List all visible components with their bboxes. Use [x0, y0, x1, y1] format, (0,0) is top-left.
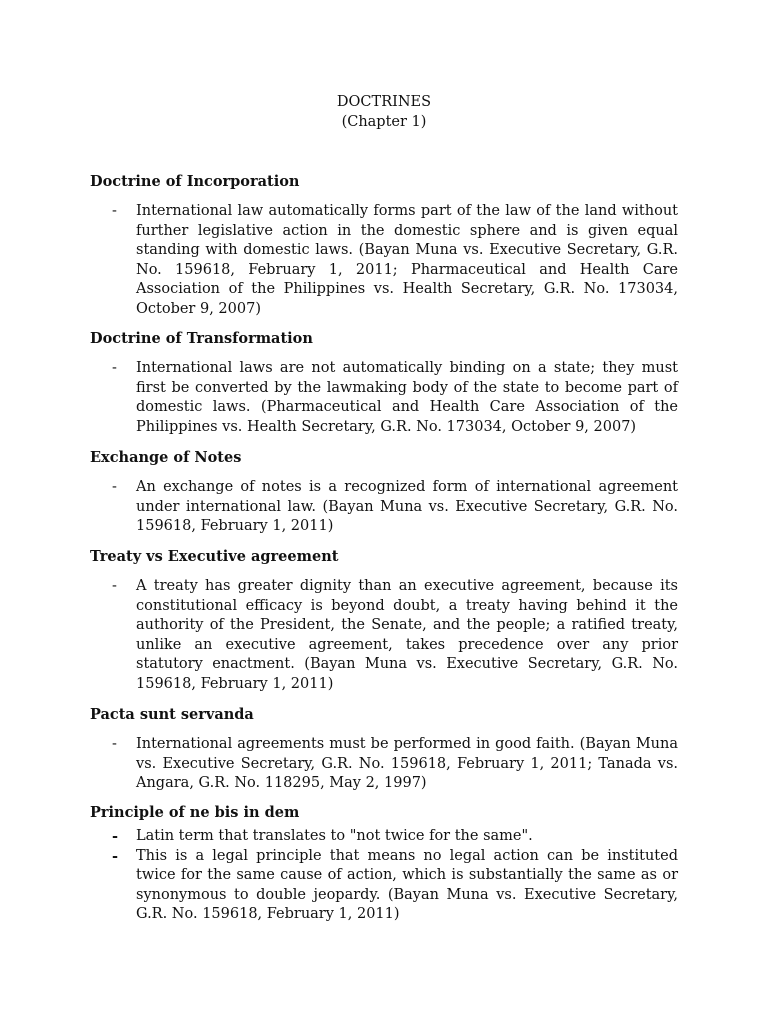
section-ne-bis-in-dem	[90, 803, 678, 925]
list-item	[90, 202, 678, 320]
section-list	[90, 827, 678, 925]
bullet-dash: -	[112, 203, 117, 219]
document-title: DOCTRINES	[336, 94, 432, 110]
list-item	[90, 577, 678, 695]
bullet-dash: -	[112, 828, 119, 845]
section-heading: Principle of ne bis in dem	[90, 804, 300, 821]
list-item	[90, 735, 678, 794]
list-item-text: International laws are not automatically binding on a state; they must first be converted by the lawmaking body of the state to become part of domestic laws. (Pharmaceutical and Health Care Association of the Philippines vs. Health Secretary, G.R. No. 173034, October 9, 2007)	[136, 360, 678, 435]
section-list	[90, 735, 678, 794]
bullet-dash: -	[112, 578, 117, 594]
bullet-dash: -	[112, 360, 117, 376]
section-list	[90, 478, 678, 537]
bullet-dash: -	[112, 736, 117, 752]
section-heading: Pacta sunt servanda	[90, 706, 254, 723]
section-heading: Exchange of Notes	[90, 449, 242, 466]
list-item-text: Latin term that translates to "not twice for the same".	[136, 828, 533, 844]
section-transformation	[90, 329, 678, 437]
section-heading: Doctrine of Incorporation	[90, 173, 300, 190]
list-item-text: A treaty has greater dignity than an executive agreement, because its constitutional efficacy is beyond doubt, a treaty having behind it the authority of the President, the Senate, and the people; a ratified treaty, unlike an executive agreement, takes precedence over any prior statutory enactment. (Bayan Muna vs. Executive Secretary, G.R. No. 159618, February 1, 2011)	[136, 578, 678, 692]
list-item	[90, 478, 678, 537]
bullet-dash: -	[112, 479, 117, 495]
list-item-text: International law automatically forms part of the law of the land without further legislative action in the domestic sphere and is given equal standing with domestic laws. (Bayan Muna vs. Executive Secretary, G.R. No. 159618, February 1, 2011; Pharmaceutical and Health Care Association of the Philippines vs. Health Secretary, G.R. No. 173034, October 9, 2007)	[136, 203, 678, 317]
section-treaty-vs-executive	[90, 547, 678, 695]
list-item-text: An exchange of notes is a recognized form of international agreement under international law. (Bayan Muna vs. Executive Secretary, G.R. No. 159618, February 1, 2011)	[136, 479, 678, 535]
document-subtitle: (Chapter 1)	[341, 114, 427, 130]
list-item-text: This is a legal principle that means no legal action can be instituted twice for the same cause of action, which is substantially the same as or synonymous to double jeopardy. (Bayan Muna vs. Executive Secretary, G.R. No. 159618, February 1, 2011)	[136, 847, 678, 923]
section-list	[90, 202, 678, 320]
section-heading: Treaty vs Executive agreement	[90, 548, 339, 565]
list-item	[90, 847, 678, 925]
section-list	[90, 577, 678, 695]
list-item-text: International agreements must be performed in good faith. (Bayan Muna vs. Executive Secretary, G.R. No. 159618, February 1, 2011; Tanada vs. Angara, G.R. No. 118295, May 2, 1997)	[136, 736, 678, 792]
bullet-dash: -	[112, 847, 119, 865]
section-heading: Doctrine of Transformation	[90, 330, 313, 347]
section-pacta-sunt-servanda	[90, 705, 678, 794]
list-item	[90, 359, 678, 437]
section-incorporation	[90, 172, 678, 320]
section-list	[90, 359, 678, 437]
list-item	[90, 827, 678, 847]
section-exchange-of-notes	[90, 448, 678, 537]
